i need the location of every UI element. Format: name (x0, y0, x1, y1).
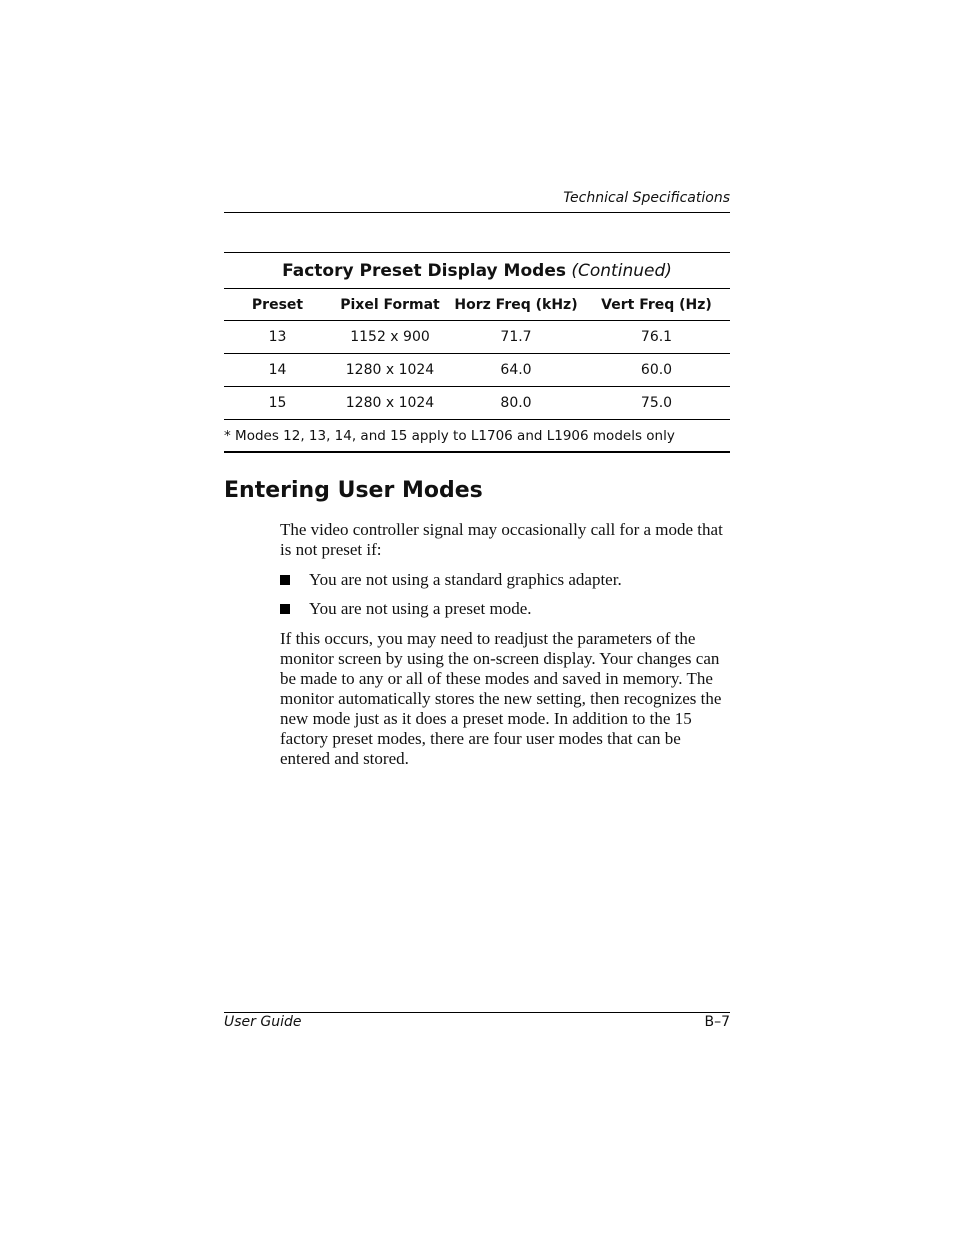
table-cell: 1280 x 1024 (331, 387, 449, 420)
table-caption-row (224, 253, 730, 289)
table-footnote-row (224, 420, 730, 453)
table-cell: 13 (224, 321, 331, 354)
column-header-preset: Preset (224, 289, 331, 321)
table-cell: 15 (224, 387, 331, 420)
table-cell: 71.7 (449, 321, 583, 354)
running-header: Technical Specifications (563, 190, 730, 206)
table-cell: 80.0 (449, 387, 583, 420)
page-number: B–7 (704, 1014, 730, 1030)
intro-paragraph: The video controller signal may occasionally call for a mode that is not preset if: (280, 520, 723, 559)
preset-modes-table (224, 252, 730, 453)
list-item-text: You are not using a preset mode. (309, 599, 532, 618)
column-header-horz-freq: Horz Freq (kHz) (449, 289, 583, 321)
table-cell: 1280 x 1024 (331, 354, 449, 387)
table-cell: 14 (224, 354, 331, 387)
table-cell: 60.0 (583, 354, 730, 387)
square-bullet-icon (280, 575, 290, 585)
table-cell: 75.0 (583, 387, 730, 420)
table-caption-suffix: (Continued) (571, 260, 672, 281)
square-bullet-icon (280, 604, 290, 614)
table-caption-title: Factory Preset Display Modes (282, 260, 566, 281)
table-header-row (224, 289, 730, 321)
list-item-text: You are not using a standard graphics adapter. (309, 570, 622, 589)
table-cell: 64.0 (449, 354, 583, 387)
table-cell: 76.1 (583, 321, 730, 354)
column-header-vert-freq: Vert Freq (Hz) (583, 289, 730, 321)
table-caption (224, 253, 730, 289)
table-row (224, 354, 730, 387)
header-rule (224, 212, 730, 213)
body-paragraph: If this occurs, you may need to readjust the parameters of the monitor screen by using the on-screen display. Your changes can be made to any or all of these modes and saved in memory. The monitor automatically stores the new setting, then recognizes the new mode just as it does a preset mode. In addition to the 15 factory preset modes, there are four user modes that can be entered and stored. (280, 629, 722, 768)
column-header-pixel-format: Pixel Format (331, 289, 449, 321)
table-row (224, 321, 730, 354)
table-row (224, 387, 730, 420)
section-heading: Entering User Modes (224, 478, 483, 503)
table-cell: 1152 x 900 (331, 321, 449, 354)
footer-doc-title: User Guide (224, 1014, 302, 1030)
footer-rule (224, 1012, 730, 1013)
table-footnote: * Modes 12, 13, 14, and 15 apply to L1706 and L1906 models only (224, 420, 730, 453)
